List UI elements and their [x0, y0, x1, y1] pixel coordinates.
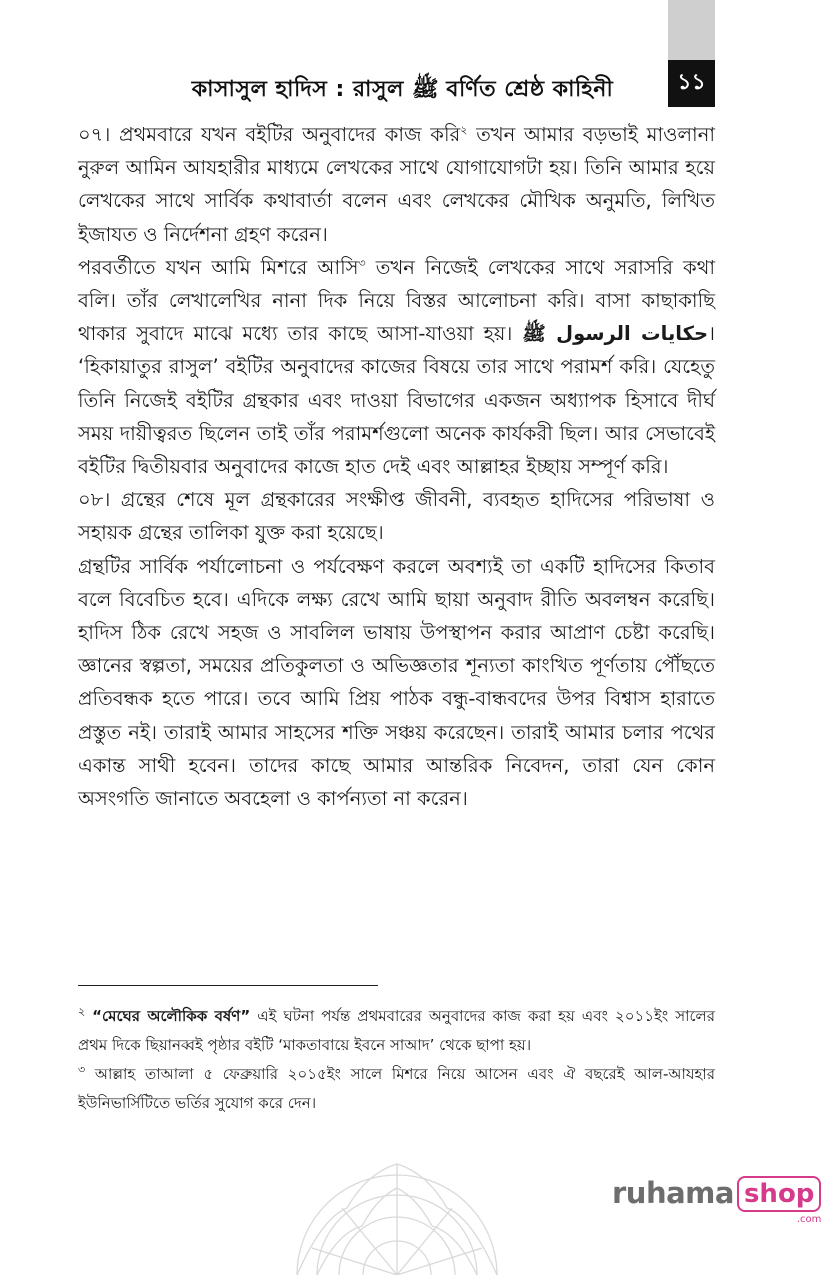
paragraph-review: গ্রন্থটির সার্বিক পর্যালোচনা ও পর্যবেক্ষণ করলে অবশ্যই তা একটি হাদিসের কিতাব বলে বিবেচিত হবে। এদিকে লক্ষ্য রেখে আমি ছায়া অনুবাদ রীতি অবলম্বন করেছি। হাদিস ঠিক রেখে সহজ ও সাবলিল ভাষায় উপস্থাপন করার আপ্রাণ চেষ্টা করেছি। জ্ঞানের স্বল্পতা, সময়ের প্রতিকুলতা ও অভিজ্ঞতার শূন্যতা কাংখিত পূর্ণতায় পৌঁছতে প্রতিবন্ধক হতে পারে। তবে আমি প্রিয় পাঠক বন্ধু-বান্ধবদের উপর বিশ্বাস হারাতে প্রস্তুত নই। তারাই আমার সাহসের শক্তি সঞ্চয় করেছেন। তারাই আমার চলার পথের একান্ত সাথী হবেন। তাদের কাছে আমার আন্তরিক নিবেদন, তারা যেন কোন অসংগতি জানাতে অবহেলা ও কার্পন্যতা না করেন।: [78, 554, 715, 811]
arabic-book-title: حكايات الرسول ﷺ: [522, 322, 709, 346]
paragraph-07-text-b: তখন আমার বড়ভাই মাওলানা নুরুল আমিন আযহারীর মাধ্যমে লেখকের সাথে যোগাযোগটা হয়। তিনি আমার হয়ে লেখকের সাথে সার্বিক কথাবার্তা বলেন এবং লেখকের মৌখিক অনুমতি, লিখিত ইজাযত ও নির্দেশনা গ্রহণ করেন।: [78, 123, 715, 246]
page-tab: [668, 0, 715, 60]
mandala-ornament-icon: [292, 1158, 502, 1275]
footnote-ref-3: ৩: [358, 256, 366, 270]
body-text: [78, 118, 715, 815]
footnote-ref-2: ২: [460, 123, 468, 137]
page-number: ১১: [668, 60, 715, 107]
paragraph-07: [78, 118, 715, 251]
footnote-3-mark: ৩: [78, 1063, 86, 1076]
brand-shop-badge: [737, 1176, 821, 1225]
ruhama-shop-logo: [612, 1176, 821, 1225]
footnote-divider: [78, 985, 378, 986]
paragraph-later-text-b: তখন নিজেই লেখকের সাথে সরাসরি কথা বলি। তাঁর লেখালেখির নানা দিক নিয়ে বিস্তর আলোচনা করি। বাসা কাছাকাছি থাকার সুবাদে মাঝে মধ্যে তার কাছে আসা-যাওয়া হয়।: [78, 255, 715, 346]
brand-domain: .com: [796, 1214, 822, 1225]
paragraph-later: [78, 251, 715, 483]
paragraph-later-text-a: পরবর্তীতে যখন আমি মিশরে আসি: [78, 255, 359, 279]
running-title: কাসাসুল হাদিস : রাসুল ﷺ বর্ণিত শ্রেষ্ঠ কাহিনী: [191, 77, 614, 102]
footnote-2: [78, 1002, 715, 1060]
brand-shop: shop: [737, 1176, 821, 1212]
footnotes: [78, 1002, 715, 1118]
footnote-3: [78, 1060, 715, 1118]
footnote-2-bold: “মেঘের অলৌকিক বর্ষণ”: [92, 1007, 251, 1025]
footnote-2-text: এই ঘটনা পর্যন্ত প্রথমবারের অনুবাদের কাজ করা হয় এবং ২০১১ইং সালের প্রথম দিকে ছিয়ানব্বই পৃষ্ঠার বইটি ‘মাকতাবায়ে ইবনে সাআদ’ থেকে ছাপা হয়।: [78, 1007, 715, 1054]
footnote-3-text: আল্লাহ তাআলা ৫ ফেব্রুয়ারি ২০১৫ইং সালে মিশরে নিয়ে আসেন এবং ঐ বছরেই আল-আযহার ইউনিভার্সিটিতে ভর্তির সুযোগ করে দেন।: [78, 1065, 715, 1112]
brand-name: ruhama: [612, 1176, 734, 1210]
footnote-2-mark: ২: [78, 1005, 86, 1018]
paragraph-later-text-c: । ‘হিকায়াতুর রাসুল’ বইটির অনুবাদের কাজের বিষয়ে তার সাথে পরামর্শ করি। যেহেতু তিনি নিজেই বইটির গ্রন্থকার এবং দাওয়া বিভাগের একজন অধ্যাপক হিসাবে দীর্ঘ সময় দায়ীত্বরত ছিলেন তাই তাঁর পরামর্শগুলো অনেক কার্যকরী ছিল। আর সেভাবেই বইটির দ্বিতীয়বার অনুবাদের কাজে হাত দেই এবং আল্লাহর ইচ্ছায় সম্পূর্ণ করি।: [78, 322, 715, 479]
paragraph-07-text-a: ০৭। প্রথমবারে যখন বইটির অনুবাদের কাজ করি: [78, 123, 461, 146]
paragraph-08: ০৮। গ্রন্থের শেষে মূল গ্রন্থকারের সংক্ষীপ্ত জীবনী, ব্যবহৃত হাদিসের পরিভাষা ও সহায়ক গ্রন্থের তালিকা যুক্ত করা হয়েছে।: [78, 488, 715, 545]
